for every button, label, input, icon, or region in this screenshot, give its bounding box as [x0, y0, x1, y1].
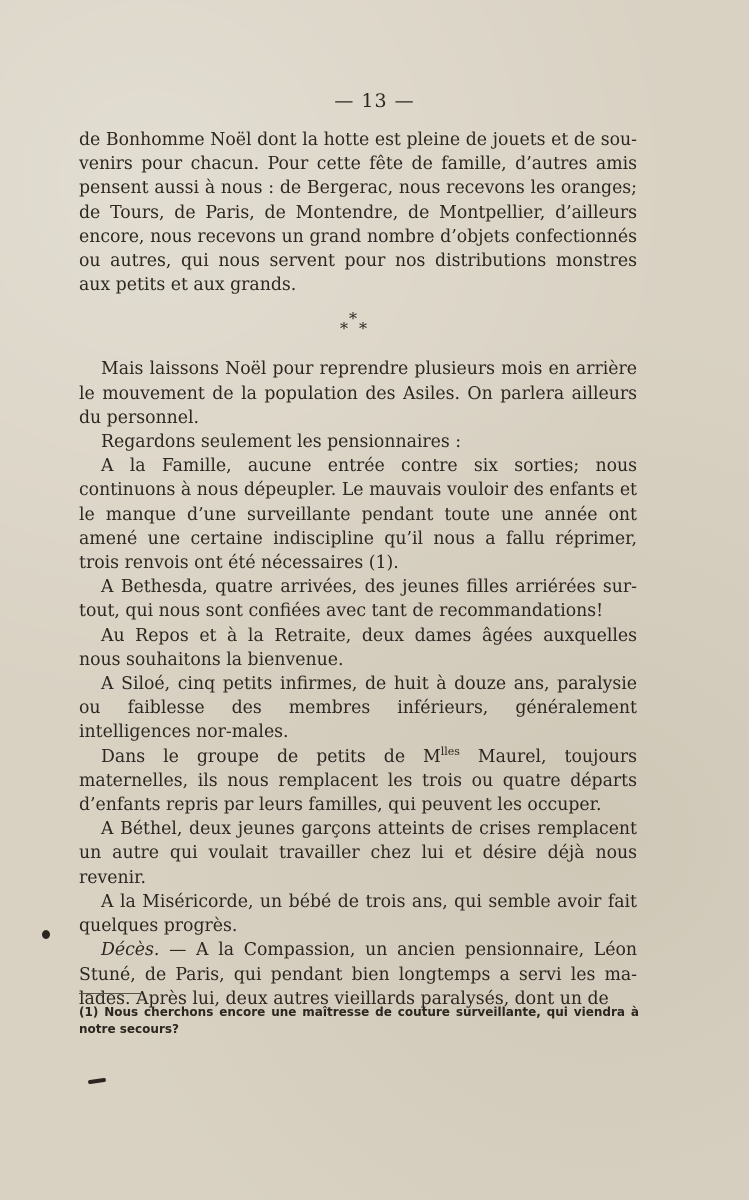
deces-label: Décès.	[101, 940, 160, 961]
paragraph-noel-gifts: de Bonhomme Noël dont la hotte est pleine de jouets et de sou-venirs pour chacun. Pour cette fête de famille, d’autres amis pensent aussi à nous : de Bergerac, nous recevons les oranges; de Tours, de Paris, de Montendre, de Montpellier, d’ailleurs encore, nous recevons un grand nombre d’objets confectionnés ou autres, qui nous servent pour nos distributions monstres aux petits et aux grands.	[79, 130, 637, 296]
maurel-start: Dans le groupe de petits de M	[101, 746, 441, 767]
maurel-superscript: lles	[440, 744, 460, 758]
deces-text: — A la Compassion, un ancien pensionnaire, Léon Stuné, de Paris, qui pendant bien longtemps a servi les ma-lades. Après lui, deux autres vieillards paralysés, dont un de	[79, 940, 637, 1009]
ink-speck	[42, 930, 50, 939]
paragraph-repos-retraite: Au Repos et à la Retraite, deux dames âgées auxquelles nous souhaitons la bienvenue.	[79, 625, 637, 670]
paragraph-famille: A la Famille, aucune entrée contre six sorties; nous continuons à nous dépeupler. Le mauvais vouloir des enfants et le manque d’une surveillante pendant toute une année ont amené une certaine indiscipline qu’il nous a fallu réprimer, trois renvois ont été nécessaires (1).	[79, 456, 637, 574]
asterism-star: *	[359, 319, 367, 339]
page-number: — 13 —	[334, 90, 415, 112]
paragraph-bethesda: A Bethesda, quatre arrivées, des jeunes filles arriérées sur-tout, qui nous sont confiées avec tant de recommandations!	[79, 577, 637, 622]
paragraph-bethel: A Béthel, deux jeunes garçons atteints de crises remplacent un autre qui voulait travailler chez lui et désire déjà nous revenir.	[79, 819, 637, 888]
footnote-rule	[79, 993, 141, 994]
asterism-separator	[79, 301, 637, 349]
asterism-star: *	[340, 319, 348, 339]
body-text	[79, 128, 637, 1011]
ink-speck	[88, 1078, 106, 1084]
paragraph-deces	[79, 938, 637, 1011]
paragraph-population: Mais laissons Noël pour reprendre plusieurs mois en arrière le mouvement de la population des Asiles. On parlera ailleurs du personnel.	[79, 359, 637, 428]
paragraph-maurel	[79, 745, 637, 818]
paragraph-siloe: A Siloé, cinq petits infirmes, de huit à douze ans, paralysie ou faiblesse des membres inférieurs, généralement intelligences nor-males.	[79, 674, 637, 743]
asterism-star: *	[349, 309, 357, 329]
footnote: (1) Nous cherchons encore une maîtresse de couture surveillante, qui viendra à notre secours?	[79, 1005, 639, 1036]
maurel-rest: Maurel, toujours maternelles, ils nous remplacent les trois ou quatre départs d’enfants repris par leurs familles, qui peuvent les occuper.	[79, 746, 637, 816]
paragraph-pensionnaires: Regardons seulement les pensionnaires :	[101, 432, 462, 453]
paragraph-misericorde: A la Miséricorde, un bébé de trois ans, qui semble avoir fait quelques progrès.	[79, 891, 637, 937]
